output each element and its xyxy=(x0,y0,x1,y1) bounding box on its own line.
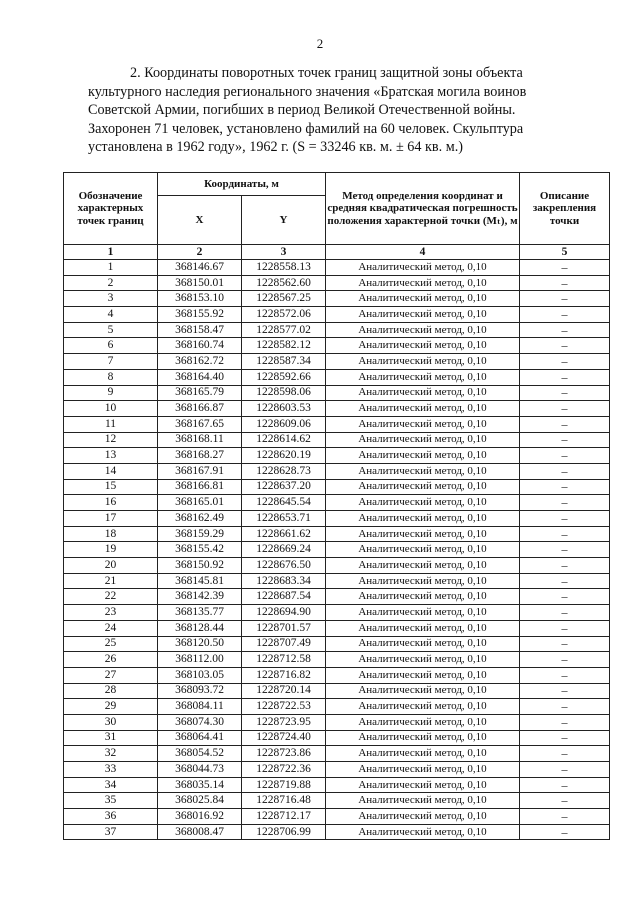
page-number: 2 xyxy=(316,36,324,51)
method-cell: Аналитический метод, 0,10 xyxy=(326,667,520,683)
point-number-cell: 9 xyxy=(64,385,158,401)
description-cell: – xyxy=(520,369,610,385)
method-cell: Аналитический метод, 0,10 xyxy=(326,809,520,825)
method-cell: Аналитический метод, 0,10 xyxy=(326,495,520,511)
point-number-cell: 10 xyxy=(64,401,158,417)
table-row xyxy=(64,479,610,495)
method-cell: Аналитический метод, 0,10 xyxy=(326,260,520,276)
table-row xyxy=(64,809,610,825)
y-coordinate-cell: 1228724.40 xyxy=(242,730,326,746)
section-heading xyxy=(88,64,588,157)
y-coordinate-cell: 1228720.14 xyxy=(242,683,326,699)
point-number-cell: 22 xyxy=(64,589,158,605)
table-row xyxy=(64,401,610,417)
x-coordinate-cell: 368167.91 xyxy=(158,463,242,479)
table-row xyxy=(64,385,610,401)
method-cell: Аналитический метод, 0,10 xyxy=(326,746,520,762)
coordinates-table xyxy=(63,172,610,840)
description-cell: – xyxy=(520,432,610,448)
description-cell: – xyxy=(520,322,610,338)
point-number-cell: 19 xyxy=(64,542,158,558)
method-cell: Аналитический метод, 0,10 xyxy=(326,416,520,432)
method-cell: Аналитический метод, 0,10 xyxy=(326,526,520,542)
description-cell: – xyxy=(520,385,610,401)
point-number-cell: 31 xyxy=(64,730,158,746)
x-coordinate-cell: 368159.29 xyxy=(158,526,242,542)
method-cell: Аналитический метод, 0,10 xyxy=(326,762,520,778)
x-coordinate-cell: 368166.81 xyxy=(158,479,242,495)
y-coordinate-cell: 1228558.13 xyxy=(242,260,326,276)
method-cell: Аналитический метод, 0,10 xyxy=(326,291,520,307)
y-coordinate-cell: 1228722.53 xyxy=(242,699,326,715)
column-number-row xyxy=(64,245,610,260)
x-coordinate-cell: 368093.72 xyxy=(158,683,242,699)
method-cell: Аналитический метод, 0,10 xyxy=(326,322,520,338)
x-coordinate-cell: 368165.01 xyxy=(158,495,242,511)
x-coordinate-cell: 368155.42 xyxy=(158,542,242,558)
description-cell: – xyxy=(520,652,610,668)
method-cell: Аналитический метод, 0,10 xyxy=(326,558,520,574)
table-row xyxy=(64,730,610,746)
table-row xyxy=(64,652,610,668)
method-cell: Аналитический метод, 0,10 xyxy=(326,479,520,495)
y-coordinate-cell: 1228661.62 xyxy=(242,526,326,542)
x-coordinate-cell: 368008.47 xyxy=(158,824,242,840)
table-row xyxy=(64,416,610,432)
table-row xyxy=(64,275,610,291)
point-number-cell: 21 xyxy=(64,573,158,589)
point-number-cell: 17 xyxy=(64,511,158,527)
table-row xyxy=(64,432,610,448)
y-coordinate-cell: 1228676.50 xyxy=(242,558,326,574)
y-coordinate-cell: 1228592.66 xyxy=(242,369,326,385)
point-number-cell: 29 xyxy=(64,699,158,715)
description-cell: – xyxy=(520,526,610,542)
point-number-cell: 27 xyxy=(64,667,158,683)
y-coordinate-cell: 1228598.06 xyxy=(242,385,326,401)
description-cell: – xyxy=(520,275,610,291)
table-row xyxy=(64,558,610,574)
y-coordinate-cell: 1228572.06 xyxy=(242,307,326,323)
description-cell: – xyxy=(520,793,610,809)
heading-line: Советской Армии, погибших в период Великой Отечественной войны. xyxy=(88,102,516,119)
table-row xyxy=(64,448,610,464)
column-number: 3 xyxy=(242,245,326,260)
description-cell: – xyxy=(520,714,610,730)
description-cell: – xyxy=(520,495,610,511)
point-number-cell: 32 xyxy=(64,746,158,762)
x-coordinate-cell: 368165.79 xyxy=(158,385,242,401)
point-number-cell: 15 xyxy=(64,479,158,495)
point-number-cell: 2 xyxy=(64,275,158,291)
description-cell: – xyxy=(520,573,610,589)
method-cell: Аналитический метод, 0,10 xyxy=(326,275,520,291)
y-coordinate-cell: 1228694.90 xyxy=(242,605,326,621)
column-number: 1 xyxy=(64,245,158,260)
description-cell: – xyxy=(520,699,610,715)
x-coordinate-cell: 368103.05 xyxy=(158,667,242,683)
method-cell: Аналитический метод, 0,10 xyxy=(326,385,520,401)
table-row xyxy=(64,667,610,683)
table-row xyxy=(64,495,610,511)
method-cell: Аналитический метод, 0,10 xyxy=(326,338,520,354)
header-method: Метод определения координат и средняя квадратическая погрешность положения характерной точки (Mₜ), м xyxy=(326,173,520,245)
table-row xyxy=(64,338,610,354)
table-row xyxy=(64,369,610,385)
x-coordinate-cell: 368146.67 xyxy=(158,260,242,276)
table-row xyxy=(64,762,610,778)
description-cell: – xyxy=(520,809,610,825)
column-number: 5 xyxy=(520,245,610,260)
point-number-cell: 34 xyxy=(64,777,158,793)
table-row xyxy=(64,354,610,370)
x-coordinate-cell: 368142.39 xyxy=(158,589,242,605)
table-row xyxy=(64,526,610,542)
x-coordinate-cell: 368135.77 xyxy=(158,605,242,621)
point-number-cell: 25 xyxy=(64,636,158,652)
x-coordinate-cell: 368162.72 xyxy=(158,354,242,370)
method-cell: Аналитический метод, 0,10 xyxy=(326,307,520,323)
method-cell: Аналитический метод, 0,10 xyxy=(326,432,520,448)
point-number-cell: 36 xyxy=(64,809,158,825)
x-coordinate-cell: 368150.92 xyxy=(158,558,242,574)
table-row xyxy=(64,260,610,276)
point-number-cell: 26 xyxy=(64,652,158,668)
table-row xyxy=(64,291,610,307)
point-number-cell: 7 xyxy=(64,354,158,370)
y-coordinate-cell: 1228614.62 xyxy=(242,432,326,448)
point-number-cell: 5 xyxy=(64,322,158,338)
table-row xyxy=(64,683,610,699)
y-coordinate-cell: 1228577.02 xyxy=(242,322,326,338)
point-number-cell: 28 xyxy=(64,683,158,699)
description-cell: – xyxy=(520,338,610,354)
table-body xyxy=(64,260,610,840)
method-cell: Аналитический метод, 0,10 xyxy=(326,542,520,558)
method-cell: Аналитический метод, 0,10 xyxy=(326,511,520,527)
y-coordinate-cell: 1228701.57 xyxy=(242,620,326,636)
method-cell: Аналитический метод, 0,10 xyxy=(326,369,520,385)
table-row xyxy=(64,307,610,323)
point-number-cell: 30 xyxy=(64,714,158,730)
x-coordinate-cell: 368120.50 xyxy=(158,636,242,652)
method-cell: Аналитический метод, 0,10 xyxy=(326,589,520,605)
heading-line: Захоронен 71 человек, установлено фамилий на 60 человек. Скульптура xyxy=(88,120,524,137)
table-row xyxy=(64,573,610,589)
x-coordinate-cell: 368044.73 xyxy=(158,762,242,778)
method-cell: Аналитический метод, 0,10 xyxy=(326,683,520,699)
description-cell: – xyxy=(520,620,610,636)
y-coordinate-cell: 1228628.73 xyxy=(242,463,326,479)
y-coordinate-cell: 1228582.12 xyxy=(242,338,326,354)
header-x: X xyxy=(158,196,242,245)
description-cell: – xyxy=(520,416,610,432)
point-number-cell: 14 xyxy=(64,463,158,479)
point-number-cell: 13 xyxy=(64,448,158,464)
table-row xyxy=(64,793,610,809)
header-designation: Обозначение характерных точек границ xyxy=(64,173,158,245)
method-cell: Аналитический метод, 0,10 xyxy=(326,573,520,589)
description-cell: – xyxy=(520,307,610,323)
heading-line: 2. Координаты поворотных точек границ защитной зоны объекта xyxy=(130,65,523,81)
description-cell: – xyxy=(520,542,610,558)
column-number: 4 xyxy=(326,245,520,260)
point-number-cell: 8 xyxy=(64,369,158,385)
y-coordinate-cell: 1228716.82 xyxy=(242,667,326,683)
description-cell: – xyxy=(520,448,610,464)
column-number: 2 xyxy=(158,245,242,260)
x-coordinate-cell: 368074.30 xyxy=(158,714,242,730)
y-coordinate-cell: 1228645.54 xyxy=(242,495,326,511)
point-number-cell: 20 xyxy=(64,558,158,574)
description-cell: – xyxy=(520,605,610,621)
method-cell: Аналитический метод, 0,10 xyxy=(326,620,520,636)
table-row xyxy=(64,714,610,730)
x-coordinate-cell: 368128.44 xyxy=(158,620,242,636)
x-coordinate-cell: 368112.00 xyxy=(158,652,242,668)
description-cell: – xyxy=(520,730,610,746)
x-coordinate-cell: 368153.10 xyxy=(158,291,242,307)
method-cell: Аналитический метод, 0,10 xyxy=(326,730,520,746)
x-coordinate-cell: 368016.92 xyxy=(158,809,242,825)
description-cell: – xyxy=(520,746,610,762)
x-coordinate-cell: 368155.92 xyxy=(158,307,242,323)
y-coordinate-cell: 1228683.34 xyxy=(242,573,326,589)
description-cell: – xyxy=(520,511,610,527)
method-cell: Аналитический метод, 0,10 xyxy=(326,824,520,840)
method-cell: Аналитический метод, 0,10 xyxy=(326,793,520,809)
table-row xyxy=(64,605,610,621)
x-coordinate-cell: 368164.40 xyxy=(158,369,242,385)
point-number-cell: 18 xyxy=(64,526,158,542)
description-cell: – xyxy=(520,636,610,652)
method-cell: Аналитический метод, 0,10 xyxy=(326,401,520,417)
x-coordinate-cell: 368162.49 xyxy=(158,511,242,527)
table-row xyxy=(64,542,610,558)
point-number-cell: 11 xyxy=(64,416,158,432)
description-cell: – xyxy=(520,558,610,574)
table-row xyxy=(64,824,610,840)
x-coordinate-cell: 368158.47 xyxy=(158,322,242,338)
description-cell: – xyxy=(520,354,610,370)
x-coordinate-cell: 368025.84 xyxy=(158,793,242,809)
header-coordinates: Координаты, м xyxy=(158,173,326,196)
method-cell: Аналитический метод, 0,10 xyxy=(326,605,520,621)
y-coordinate-cell: 1228706.99 xyxy=(242,824,326,840)
point-number-cell: 35 xyxy=(64,793,158,809)
y-coordinate-cell: 1228707.49 xyxy=(242,636,326,652)
description-cell: – xyxy=(520,777,610,793)
y-coordinate-cell: 1228712.17 xyxy=(242,809,326,825)
table-row xyxy=(64,322,610,338)
x-coordinate-cell: 368145.81 xyxy=(158,573,242,589)
point-number-cell: 33 xyxy=(64,762,158,778)
point-number-cell: 1 xyxy=(64,260,158,276)
description-cell: – xyxy=(520,401,610,417)
y-coordinate-cell: 1228653.71 xyxy=(242,511,326,527)
point-number-cell: 4 xyxy=(64,307,158,323)
table-row xyxy=(64,746,610,762)
description-cell: – xyxy=(520,683,610,699)
y-coordinate-cell: 1228723.86 xyxy=(242,746,326,762)
method-cell: Аналитический метод, 0,10 xyxy=(326,463,520,479)
description-cell: – xyxy=(520,479,610,495)
y-coordinate-cell: 1228687.54 xyxy=(242,589,326,605)
point-number-cell: 16 xyxy=(64,495,158,511)
heading-line: культурного наследия регионального значения «Братская могила воинов xyxy=(88,83,527,100)
x-coordinate-cell: 368167.65 xyxy=(158,416,242,432)
point-number-cell: 23 xyxy=(64,605,158,621)
point-number-cell: 6 xyxy=(64,338,158,354)
method-cell: Аналитический метод, 0,10 xyxy=(326,354,520,370)
table-row xyxy=(64,699,610,715)
table-row xyxy=(64,589,610,605)
table-row xyxy=(64,777,610,793)
table-row xyxy=(64,620,610,636)
method-cell: Аналитический метод, 0,10 xyxy=(326,777,520,793)
table-row xyxy=(64,511,610,527)
y-coordinate-cell: 1228716.48 xyxy=(242,793,326,809)
header-y: Y xyxy=(242,196,326,245)
point-number-cell: 37 xyxy=(64,824,158,840)
description-cell: – xyxy=(520,589,610,605)
description-cell: – xyxy=(520,463,610,479)
x-coordinate-cell: 368054.52 xyxy=(158,746,242,762)
y-coordinate-cell: 1228587.34 xyxy=(242,354,326,370)
description-cell: – xyxy=(520,762,610,778)
y-coordinate-cell: 1228712.58 xyxy=(242,652,326,668)
y-coordinate-cell: 1228719.88 xyxy=(242,777,326,793)
method-cell: Аналитический метод, 0,10 xyxy=(326,448,520,464)
x-coordinate-cell: 368166.87 xyxy=(158,401,242,417)
description-cell: – xyxy=(520,667,610,683)
point-number-cell: 24 xyxy=(64,620,158,636)
x-coordinate-cell: 368064.41 xyxy=(158,730,242,746)
method-cell: Аналитический метод, 0,10 xyxy=(326,699,520,715)
y-coordinate-cell: 1228669.24 xyxy=(242,542,326,558)
x-coordinate-cell: 368084.11 xyxy=(158,699,242,715)
method-cell: Аналитический метод, 0,10 xyxy=(326,636,520,652)
header-description: Описание закрепления точки xyxy=(520,173,610,245)
x-coordinate-cell: 368168.11 xyxy=(158,432,242,448)
description-cell: – xyxy=(520,260,610,276)
table-row xyxy=(64,636,610,652)
y-coordinate-cell: 1228562.60 xyxy=(242,275,326,291)
point-number-cell: 12 xyxy=(64,432,158,448)
point-number-cell: 3 xyxy=(64,291,158,307)
y-coordinate-cell: 1228637.20 xyxy=(242,479,326,495)
y-coordinate-cell: 1228567.25 xyxy=(242,291,326,307)
table-row xyxy=(64,463,610,479)
y-coordinate-cell: 1228603.53 xyxy=(242,401,326,417)
description-cell: – xyxy=(520,291,610,307)
description-cell: – xyxy=(520,824,610,840)
x-coordinate-cell: 368168.27 xyxy=(158,448,242,464)
method-cell: Аналитический метод, 0,10 xyxy=(326,652,520,668)
x-coordinate-cell: 368035.14 xyxy=(158,777,242,793)
y-coordinate-cell: 1228723.95 xyxy=(242,714,326,730)
heading-line: установлена в 1962 году», 1962 г. (S = 33246 кв. м. ± 64 кв. м.) xyxy=(88,139,463,156)
x-coordinate-cell: 368150.01 xyxy=(158,275,242,291)
y-coordinate-cell: 1228620.19 xyxy=(242,448,326,464)
y-coordinate-cell: 1228609.06 xyxy=(242,416,326,432)
y-coordinate-cell: 1228722.36 xyxy=(242,762,326,778)
x-coordinate-cell: 368160.74 xyxy=(158,338,242,354)
method-cell: Аналитический метод, 0,10 xyxy=(326,714,520,730)
